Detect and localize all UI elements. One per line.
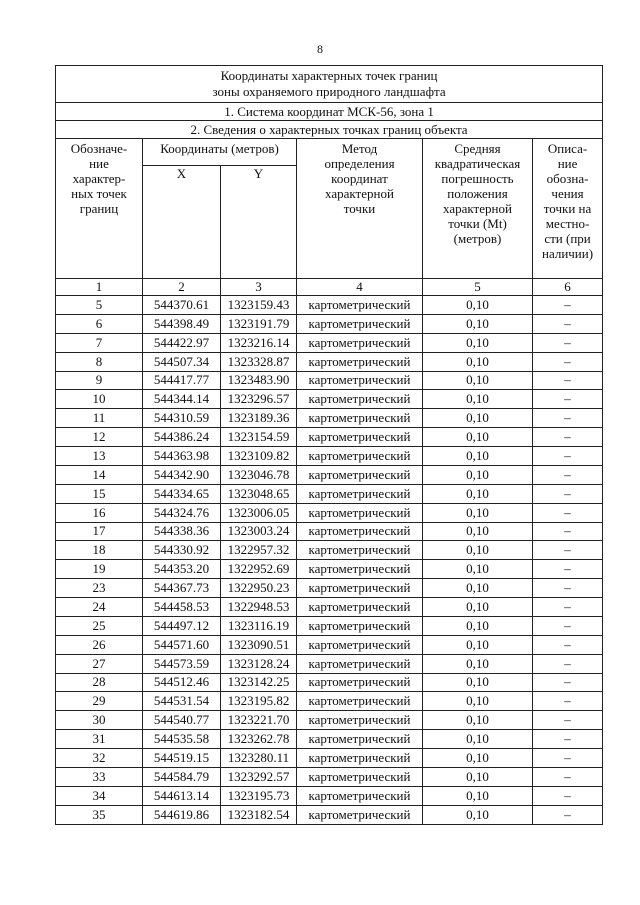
description-cell: – [533, 673, 603, 692]
description-cell: – [533, 333, 603, 352]
error-cell: 0,10 [423, 598, 533, 617]
y-coordinate-cell: 1323216.14 [221, 333, 297, 352]
method-cell: картометрический [297, 560, 423, 579]
error-cell: 0,10 [423, 692, 533, 711]
method-cell: картометрический [297, 465, 423, 484]
header-coordinates: Координаты (метров) [143, 139, 297, 166]
table-row [56, 390, 603, 409]
point-designation-cell: 33 [56, 767, 143, 786]
point-designation-cell: 35 [56, 805, 143, 824]
method-cell: картометрический [297, 541, 423, 560]
y-coordinate-cell: 1323189.36 [221, 409, 297, 428]
method-cell: картометрический [297, 692, 423, 711]
table-row [56, 730, 603, 749]
error-cell: 0,10 [423, 579, 533, 598]
table-title-line-1: Координаты характерных точек границ [220, 68, 438, 83]
table-row [56, 767, 603, 786]
description-cell: – [533, 522, 603, 541]
x-coordinate-cell: 544363.98 [143, 447, 221, 466]
x-coordinate-cell: 544458.53 [143, 598, 221, 617]
description-cell: – [533, 484, 603, 503]
table-row [56, 465, 603, 484]
description-cell: – [533, 616, 603, 635]
column-number: 6 [533, 279, 603, 296]
header-method: Метод определения координат характерной точки [297, 139, 423, 279]
description-cell: – [533, 560, 603, 579]
header-mean-square-error: Средняя квадратическая погрешность положения характерной точки (Mt) (метров) [423, 139, 533, 279]
error-cell: 0,10 [423, 447, 533, 466]
y-coordinate-cell: 1323191.79 [221, 314, 297, 333]
method-cell: картометрический [297, 428, 423, 447]
x-coordinate-cell: 544324.76 [143, 503, 221, 522]
y-coordinate-cell: 1323292.57 [221, 767, 297, 786]
error-cell: 0,10 [423, 560, 533, 579]
y-coordinate-cell: 1323483.90 [221, 371, 297, 390]
error-cell: 0,10 [423, 616, 533, 635]
description-cell: – [533, 805, 603, 824]
error-cell: 0,10 [423, 352, 533, 371]
description-cell: – [533, 598, 603, 617]
method-cell: картометрический [297, 371, 423, 390]
y-coordinate-cell: 1323006.05 [221, 503, 297, 522]
table-row [56, 786, 603, 805]
y-coordinate-cell: 1323003.24 [221, 522, 297, 541]
point-designation-cell: 8 [56, 352, 143, 371]
error-cell: 0,10 [423, 673, 533, 692]
point-designation-cell: 24 [56, 598, 143, 617]
method-cell: картометрический [297, 333, 423, 352]
y-coordinate-cell: 1323182.54 [221, 805, 297, 824]
column-number-row [56, 279, 603, 296]
x-coordinate-cell: 544507.34 [143, 352, 221, 371]
method-cell: картометрический [297, 673, 423, 692]
point-designation-cell: 14 [56, 465, 143, 484]
error-cell: 0,10 [423, 465, 533, 484]
method-cell: картометрический [297, 390, 423, 409]
table-row [56, 541, 603, 560]
x-coordinate-cell: 544338.36 [143, 522, 221, 541]
description-cell: – [533, 711, 603, 730]
table-row [56, 749, 603, 768]
method-cell: картометрический [297, 409, 423, 428]
description-cell: – [533, 541, 603, 560]
error-cell: 0,10 [423, 503, 533, 522]
point-designation-cell: 34 [56, 786, 143, 805]
x-coordinate-cell: 544342.90 [143, 465, 221, 484]
method-cell: картометрический [297, 767, 423, 786]
y-coordinate-cell: 1323195.73 [221, 786, 297, 805]
error-cell: 0,10 [423, 767, 533, 786]
description-cell: – [533, 447, 603, 466]
error-cell: 0,10 [423, 296, 533, 315]
table-row [56, 560, 603, 579]
error-cell: 0,10 [423, 484, 533, 503]
header-point-designation: Обозначе- ние характер- ных точек границ [56, 139, 143, 279]
y-coordinate-cell: 1323195.82 [221, 692, 297, 711]
point-designation-cell: 23 [56, 579, 143, 598]
y-coordinate-cell: 1323109.82 [221, 447, 297, 466]
description-cell: – [533, 409, 603, 428]
x-coordinate-cell: 544370.61 [143, 296, 221, 315]
table-row [56, 616, 603, 635]
coordinates-table [55, 65, 603, 825]
column-number: 4 [297, 279, 423, 296]
x-coordinate-cell: 544540.77 [143, 711, 221, 730]
table-title [56, 66, 603, 103]
y-coordinate-cell: 1322950.23 [221, 579, 297, 598]
table-row [56, 522, 603, 541]
table-row [56, 805, 603, 824]
table-row [56, 447, 603, 466]
description-cell: – [533, 786, 603, 805]
x-coordinate-cell: 544353.20 [143, 560, 221, 579]
column-number: 3 [221, 279, 297, 296]
table-row [56, 314, 603, 333]
y-coordinate-cell: 1322948.53 [221, 598, 297, 617]
description-cell: – [533, 352, 603, 371]
error-cell: 0,10 [423, 371, 533, 390]
description-cell: – [533, 296, 603, 315]
table-row [56, 673, 603, 692]
method-cell: картометрический [297, 635, 423, 654]
point-designation-cell: 13 [56, 447, 143, 466]
error-cell: 0,10 [423, 749, 533, 768]
description-cell: – [533, 579, 603, 598]
y-coordinate-cell: 1323154.59 [221, 428, 297, 447]
x-coordinate-cell: 544344.14 [143, 390, 221, 409]
x-coordinate-cell: 544330.92 [143, 541, 221, 560]
x-coordinate-cell: 544497.12 [143, 616, 221, 635]
x-coordinate-cell: 544310.59 [143, 409, 221, 428]
table-title-line-2: зоны охраняемого природного ландшафта [212, 84, 446, 99]
method-cell: картометрический [297, 503, 423, 522]
error-cell: 0,10 [423, 409, 533, 428]
point-designation-cell: 19 [56, 560, 143, 579]
table-row [56, 484, 603, 503]
x-coordinate-cell: 544367.73 [143, 579, 221, 598]
table-row [56, 654, 603, 673]
point-designation-cell: 12 [56, 428, 143, 447]
point-designation-cell: 9 [56, 371, 143, 390]
boundary-points-heading: 2. Сведения о характерных точках границ объекта [56, 121, 603, 139]
point-designation-cell: 29 [56, 692, 143, 711]
method-cell: картометрический [297, 522, 423, 541]
error-cell: 0,10 [423, 522, 533, 541]
description-cell: – [533, 428, 603, 447]
method-cell: картометрический [297, 447, 423, 466]
point-designation-cell: 30 [56, 711, 143, 730]
point-designation-cell: 6 [56, 314, 143, 333]
point-designation-cell: 32 [56, 749, 143, 768]
point-designation-cell: 16 [56, 503, 143, 522]
y-coordinate-cell: 1323142.25 [221, 673, 297, 692]
point-designation-cell: 7 [56, 333, 143, 352]
point-designation-cell: 15 [56, 484, 143, 503]
table-row [56, 296, 603, 315]
description-cell: – [533, 465, 603, 484]
header-x: X [143, 166, 221, 279]
table-row [56, 352, 603, 371]
error-cell: 0,10 [423, 541, 533, 560]
header-description: Описа- ние обозна- чения точки на местно- сти (при наличии) [533, 139, 603, 279]
error-cell: 0,10 [423, 786, 533, 805]
table-row [56, 371, 603, 390]
method-cell: картометрический [297, 579, 423, 598]
page-number: 8 [317, 42, 323, 56]
method-cell: картометрический [297, 484, 423, 503]
table-row [56, 635, 603, 654]
point-designation-cell: 28 [56, 673, 143, 692]
y-coordinate-cell: 1323048.65 [221, 484, 297, 503]
y-coordinate-cell: 1323262.78 [221, 730, 297, 749]
x-coordinate-cell: 544619.86 [143, 805, 221, 824]
error-cell: 0,10 [423, 314, 533, 333]
y-coordinate-cell: 1323116.19 [221, 616, 297, 635]
point-designation-cell: 27 [56, 654, 143, 673]
method-cell: картометрический [297, 749, 423, 768]
y-coordinate-cell: 1323090.51 [221, 635, 297, 654]
method-cell: картометрический [297, 314, 423, 333]
x-coordinate-cell: 544519.15 [143, 749, 221, 768]
error-cell: 0,10 [423, 635, 533, 654]
y-coordinate-cell: 1323280.11 [221, 749, 297, 768]
point-designation-cell: 18 [56, 541, 143, 560]
method-cell: картометрический [297, 730, 423, 749]
table-row [56, 428, 603, 447]
description-cell: – [533, 503, 603, 522]
x-coordinate-cell: 544573.59 [143, 654, 221, 673]
x-coordinate-cell: 544386.24 [143, 428, 221, 447]
point-designation-cell: 5 [56, 296, 143, 315]
point-designation-cell: 11 [56, 409, 143, 428]
coordinate-system-heading: 1. Система координат МСК-56, зона 1 [56, 103, 603, 121]
x-coordinate-cell: 544512.46 [143, 673, 221, 692]
error-cell: 0,10 [423, 805, 533, 824]
y-coordinate-cell: 1322952.69 [221, 560, 297, 579]
y-coordinate-cell: 1323328.87 [221, 352, 297, 371]
method-cell: картометрический [297, 598, 423, 617]
description-cell: – [533, 767, 603, 786]
error-cell: 0,10 [423, 654, 533, 673]
method-cell: картометрический [297, 805, 423, 824]
description-cell: – [533, 692, 603, 711]
x-coordinate-cell: 544398.49 [143, 314, 221, 333]
description-cell: – [533, 749, 603, 768]
method-cell: картометрический [297, 616, 423, 635]
y-coordinate-cell: 1323046.78 [221, 465, 297, 484]
column-number: 5 [423, 279, 533, 296]
error-cell: 0,10 [423, 390, 533, 409]
y-coordinate-cell: 1323128.24 [221, 654, 297, 673]
x-coordinate-cell: 544571.60 [143, 635, 221, 654]
table-row [56, 598, 603, 617]
table-row [56, 711, 603, 730]
method-cell: картометрический [297, 296, 423, 315]
y-coordinate-cell: 1323159.43 [221, 296, 297, 315]
x-coordinate-cell: 544422.97 [143, 333, 221, 352]
description-cell: – [533, 390, 603, 409]
table-row [56, 692, 603, 711]
table-row [56, 503, 603, 522]
table-row [56, 579, 603, 598]
description-cell: – [533, 371, 603, 390]
error-cell: 0,10 [423, 730, 533, 749]
point-designation-cell: 25 [56, 616, 143, 635]
error-cell: 0,10 [423, 711, 533, 730]
error-cell: 0,10 [423, 333, 533, 352]
table-row [56, 333, 603, 352]
y-coordinate-cell: 1323296.57 [221, 390, 297, 409]
description-cell: – [533, 730, 603, 749]
point-designation-cell: 17 [56, 522, 143, 541]
x-coordinate-cell: 544584.79 [143, 767, 221, 786]
error-cell: 0,10 [423, 428, 533, 447]
y-coordinate-cell: 1322957.32 [221, 541, 297, 560]
description-cell: – [533, 635, 603, 654]
table-row [56, 409, 603, 428]
x-coordinate-cell: 544613.14 [143, 786, 221, 805]
y-coordinate-cell: 1323221.70 [221, 711, 297, 730]
point-designation-cell: 10 [56, 390, 143, 409]
description-cell: – [533, 314, 603, 333]
x-coordinate-cell: 544531.54 [143, 692, 221, 711]
header-y: Y [221, 166, 297, 279]
column-number: 1 [56, 279, 143, 296]
method-cell: картометрический [297, 711, 423, 730]
method-cell: картометрический [297, 352, 423, 371]
method-cell: картометрический [297, 786, 423, 805]
x-coordinate-cell: 544535.58 [143, 730, 221, 749]
point-designation-cell: 26 [56, 635, 143, 654]
point-designation-cell: 31 [56, 730, 143, 749]
description-cell: – [533, 654, 603, 673]
column-number: 2 [143, 279, 221, 296]
x-coordinate-cell: 544334.65 [143, 484, 221, 503]
method-cell: картометрический [297, 654, 423, 673]
x-coordinate-cell: 544417.77 [143, 371, 221, 390]
